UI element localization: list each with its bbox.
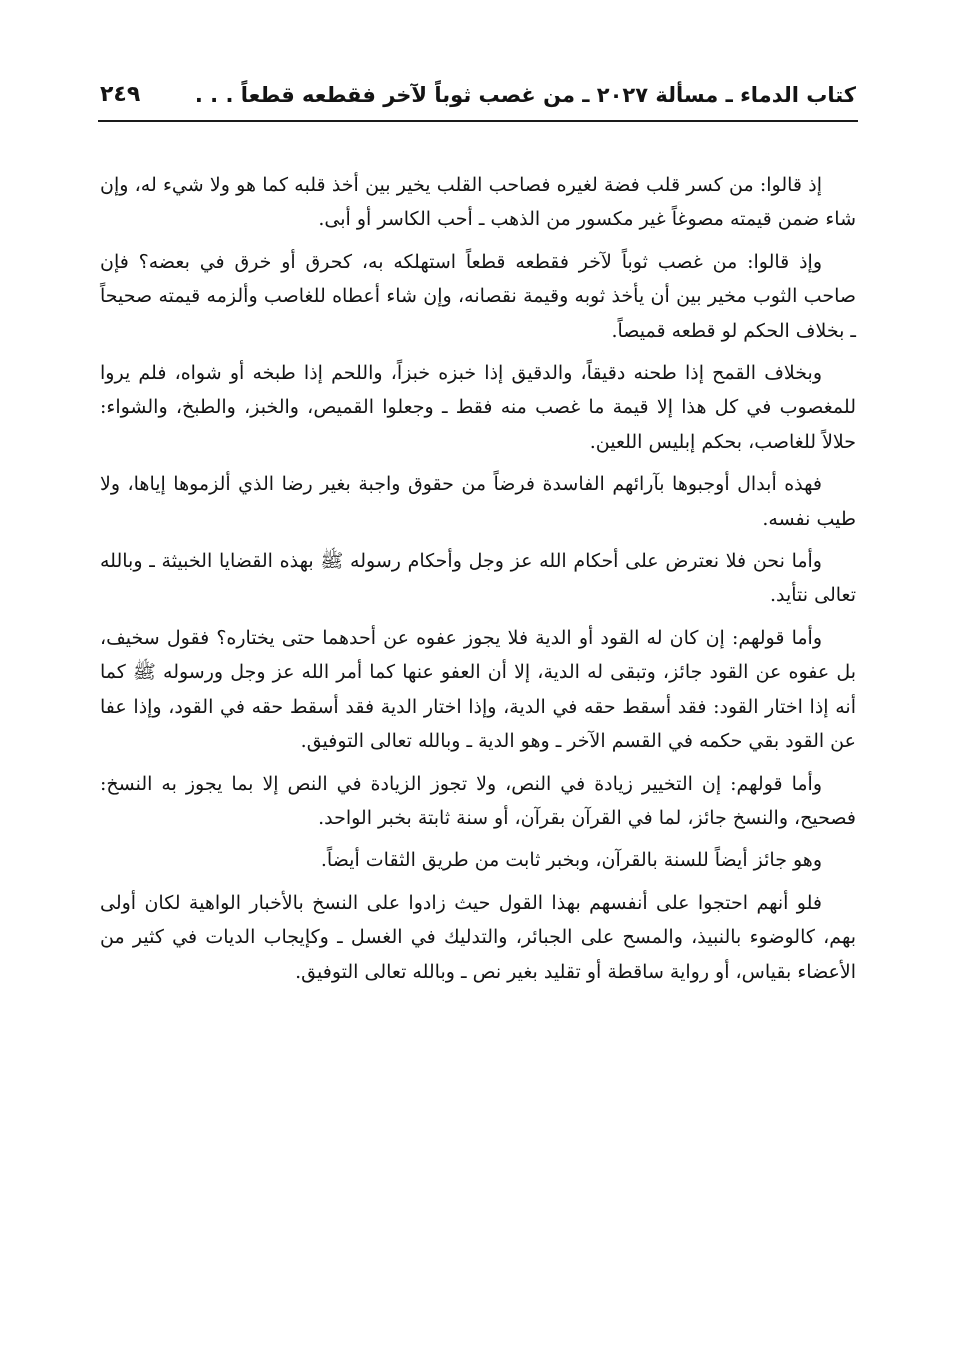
paragraph: وبخلاف القمح إذا طحنه دقيقاً، والدقيق إذا خبزه خبزاً، واللحم إذا طبخه أو شواه، فلم يروا للمغصوب في كل هذا إلا قيمة ما غصب منه فقط ـ وجعلوا القميص، والخبز، والطبخ، والشواء: حلالاً للغاصب، بحكم إبليس اللعين.	[100, 362, 856, 453]
paragraph: إذ قالوا: من كسر قلب فضة لغيره فصاحب القلب يخير بين أخذ قلبه كما هو ولا شيء له، وإن شاء ضمن قيمته مصوغاً غير مكسور من الذهب ـ أحب الكاسر أو أبى.	[100, 174, 856, 231]
paragraph: وأما قولهم: إن التخيير زيادة في النص، ولا تجوز الزيادة في النص إلا بما يجوز به النسخ: فصحيح، والنسخ جائز، لما في القرآن بقرآن، أو سنة ثابتة بخبر الواحد.	[100, 772, 856, 829]
paragraph: فلو أنهم احتجوا على أنفسهم بهذا القول حيث زادوا على النسخ بالأخبار الواهية لكان أولى بهم، كالوضوء بالنبيذ، والمسح على الجبائر، والتدليك في الغسل ـ وكإيجاب الديات في كثير من الأعضاء بقياس، أو رواية ساقطة أو تقليد بغير نص ـ وبالله تعالى التوفيق.	[100, 891, 856, 983]
body-text	[100, 168, 856, 989]
page-number: ٢٤٩	[100, 82, 141, 107]
running-title: كتاب الدماء ـ مسألة ٢٠٢٧ ـ من غصب ثوباً لآخر فقطعه قطعاً . . .	[194, 83, 856, 107]
paragraph: وأما نحن فلا نعترض على أحكام الله عز وجل وأحكام رسوله ﷺ بهذه القضايا الخبيثة ـ وبالله تعالى نتأيد.	[100, 550, 856, 607]
paragraph: فهذه أبدال أوجبوها بآرائهم الفاسدة فرضاً من حقوق واجبة بغير رضا الذي ألزموها إياها، ولا طيب نفسه.	[100, 473, 856, 530]
header-rule	[98, 120, 858, 122]
paragraph: وإذ قالوا: من غصب ثوباً لآخر فقطعه قطعاً استهلكه به، كحرق أو خرق في بعضه؟ فإن صاحب الثوب مخير بين أن يأخذ ثوبه وقيمة نقصانه، وإن شاء أعطاه للغاصب وألزمه قيمته صحيحاً ـ بخلاف الحكم لو قطعه قميصاً.	[100, 250, 856, 342]
running-header	[100, 62, 856, 110]
paragraph: وهو جائز أيضاً للسنة بالقرآن، وبخبر ثابت من طريق الثقات أيضاً.	[320, 849, 822, 872]
paragraph: وأما قولهم: إن كان له القود أو الدية فلا يجوز عفوه عن أحدهما حتى يختاره؟ فقول سخيف، بل عفوه عن القود جائز، وتبقى له الدية، إلا أن العفو عنها كما أمر الله عز وجل ورسوله ﷺ كما أنه إذا اختار القود: فقد أسقط حقه في الدية، وإذا اختار الدية فقد أسقط حقه في القود، وإذا عفا عن القود بقي حكمه في القسم الآخر ـ وهو الدية ـ وبالله تعالى التوفيق.	[100, 626, 856, 753]
